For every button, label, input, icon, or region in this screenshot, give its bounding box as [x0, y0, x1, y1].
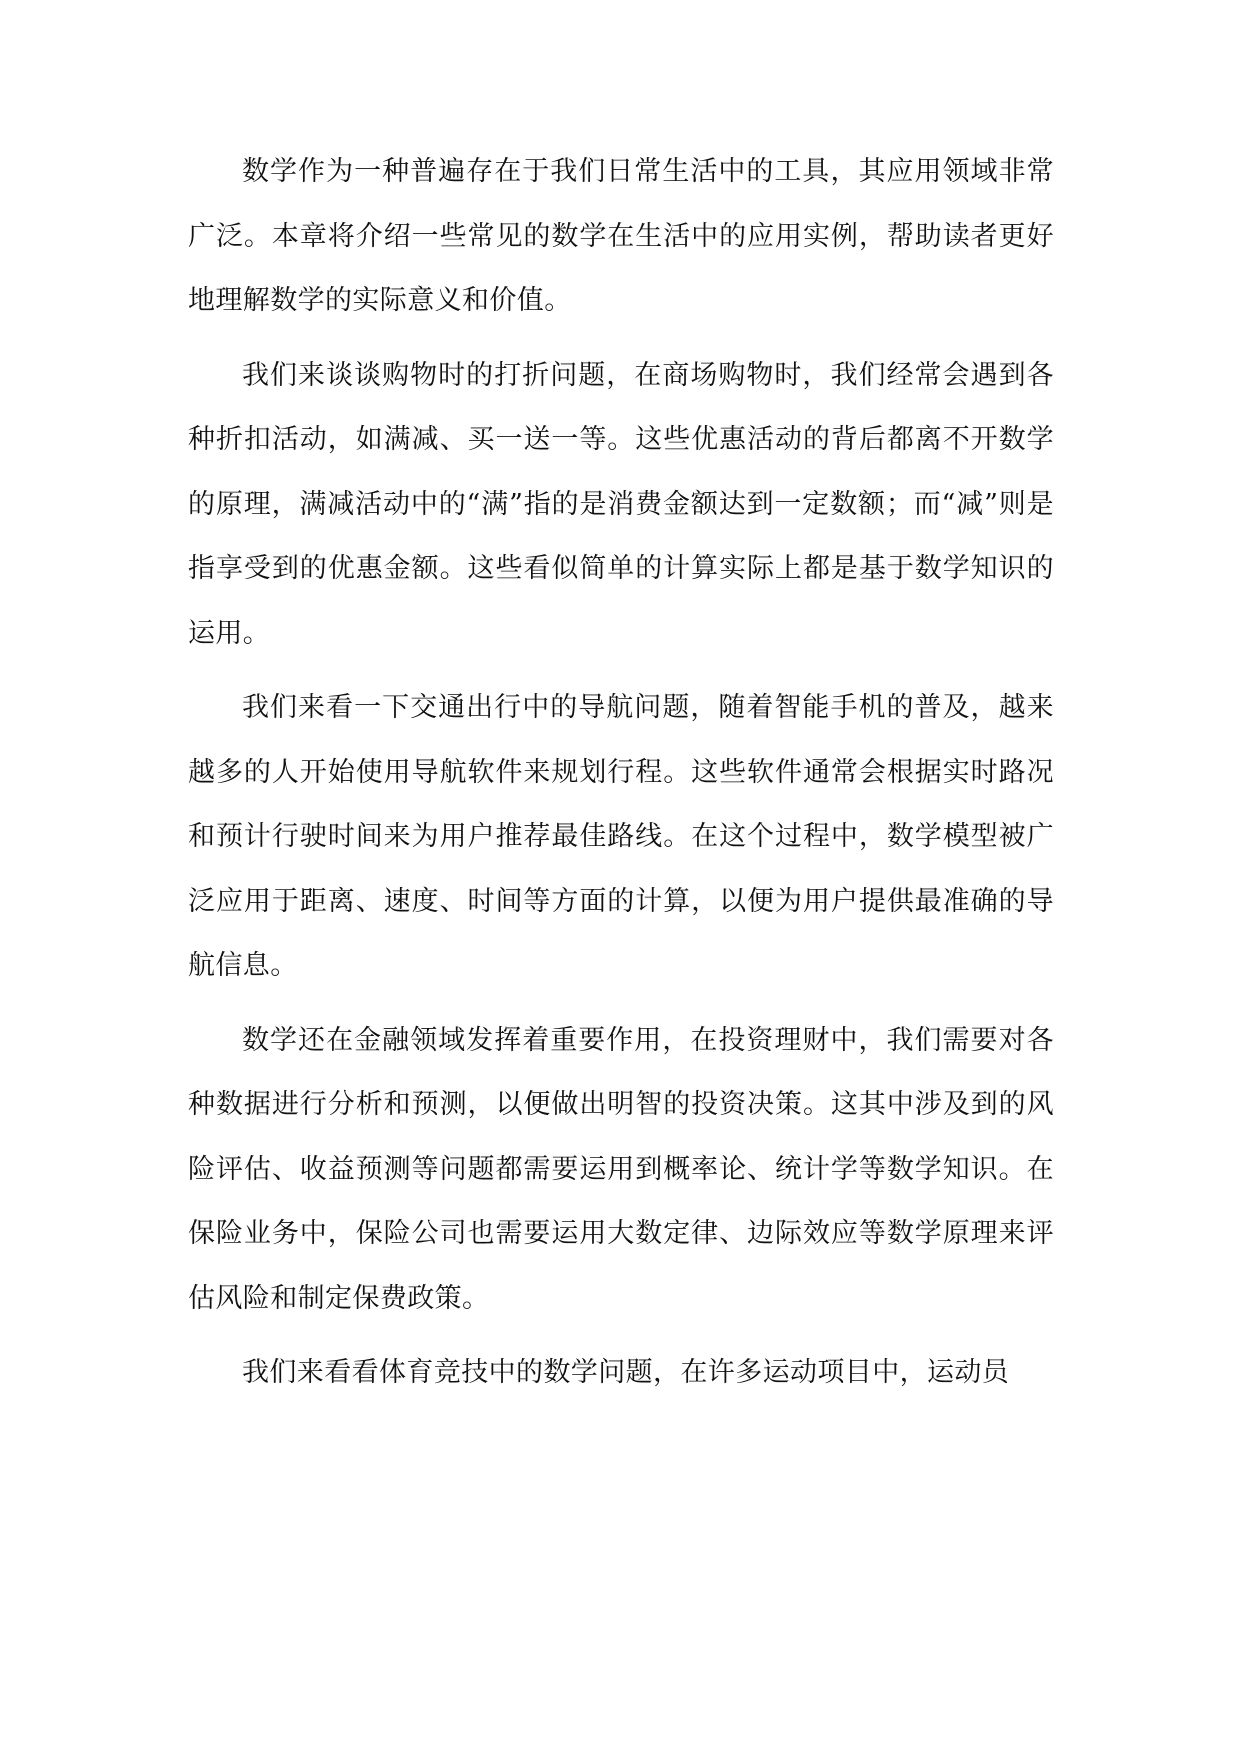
document-body — [188, 140, 1054, 1416]
paragraph-3: 我们来看一下交通出行中的导航问题，随着智能手机的普及，越来越多的人开始使用导航软件来规划行程。这些软件通常会根据实时路况和预计行驶时间来为用户推荐最佳路线。在这个过程中，数学模型被广泛应用于距离、速度、时间等方面的计算，以便为用户提供最准确的导航信息。 — [188, 692, 1054, 981]
paragraph-1: 数学作为一种普遍存在于我们日常生活中的工具，其应用领域非常广泛。本章将介绍一些常见的数学在生活中的应用实例，帮助读者更好地理解数学的实际意义和价值。 — [188, 156, 1054, 316]
paragraph-2: 我们来谈谈购物时的打折问题，在商场购物时，我们经常会遇到各种折扣活动，如满减、买一送一等。这些优惠活动的背后都离不开数学的原理，满减活动中的“满”指的是消费金额达到一定数额；而“减”则是指享受到的优惠金额。这些看似简单的计算实际上都是基于数学知识的运用。 — [188, 359, 1054, 649]
paragraph-5: 我们来看看体育竞技中的数学问题，在许多运动项目中，运动员 — [242, 1357, 1010, 1388]
paragraph-4: 数学还在金融领域发挥着重要作用，在投资理财中，我们需要对各种数据进行分析和预测，以便做出明智的投资决策。这其中涉及到的风险评估、收益预测等问题都需要运用到概率论、统计学等数学知识。在保险业务中，保险公司也需要运用大数定律、边际效应等数学原理来评估风险和制定保费政策。 — [188, 1024, 1054, 1314]
